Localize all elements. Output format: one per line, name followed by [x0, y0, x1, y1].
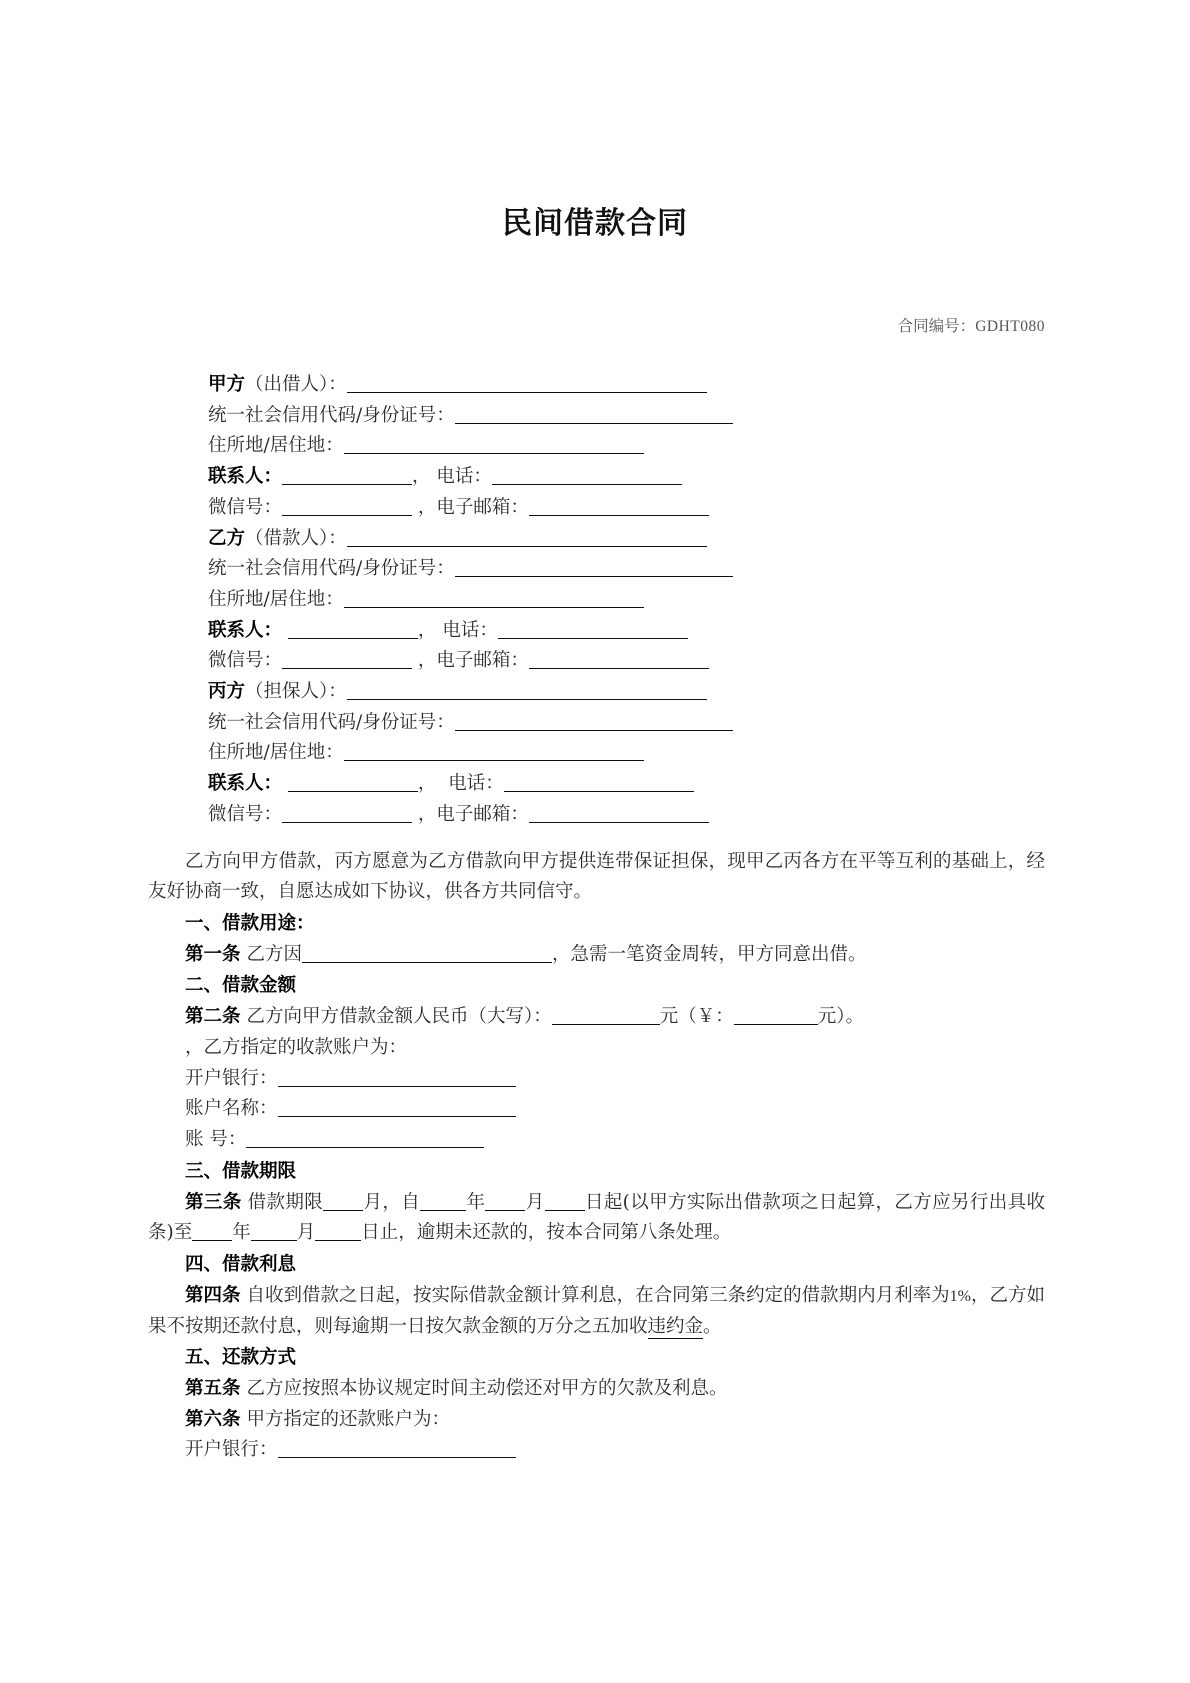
- start-month-field[interactable]: [485, 1195, 525, 1211]
- clause-2-number: 第二条: [185, 1006, 241, 1028]
- preamble-paragraph: 乙方向甲方借款，丙方愿意为乙方借款向甲方提供连带保证担保，现甲乙丙各方在平等互利的基础上，经友好协商一致，自愿达成如下协议，供各方共同信守。: [148, 850, 1045, 903]
- party-a-contact-line: [208, 462, 1045, 493]
- contract-number-label: 合同编号：: [897, 317, 976, 335]
- loan-term-months-field[interactable]: [323, 1195, 363, 1211]
- clause-2-text-before: 乙方向甲方借款金额人民币（大写）：: [246, 1006, 552, 1028]
- party-c-wechat-line: [208, 800, 1045, 831]
- party-b-phone-field[interactable]: [498, 623, 688, 639]
- party-b-name-line: [208, 524, 1045, 555]
- start-day-field[interactable]: [545, 1195, 585, 1211]
- payee-account-no-line: [148, 1125, 1045, 1156]
- payee-account-name-line: [148, 1094, 1045, 1125]
- party-b-contact-label: 联系人：: [208, 619, 283, 641]
- party-b-wechat-field[interactable]: [282, 653, 412, 669]
- clause-3-t7: 月: [296, 1222, 316, 1244]
- party-b-address-label: 住所地/居住地：: [208, 588, 344, 610]
- party-a-comma2: ，: [417, 496, 437, 518]
- party-c-wechat-label: 微信号：: [208, 803, 283, 825]
- loan-amount-words-field[interactable]: [552, 1009, 660, 1025]
- party-b-email-field[interactable]: [529, 653, 709, 669]
- party-c-contact-label: 联系人：: [208, 773, 283, 795]
- party-c-address-field[interactable]: [344, 745, 644, 761]
- clause-2-unit2: 元）。: [817, 1006, 865, 1028]
- clause-3-t3: 年: [466, 1191, 486, 1213]
- party-b-id-field[interactable]: [455, 561, 733, 577]
- clause-4-text-c: 。: [703, 1315, 722, 1337]
- party-a-contact-label: 联系人：: [208, 466, 283, 488]
- party-a-wechat-field[interactable]: [282, 500, 412, 516]
- party-a-label: 甲方: [208, 374, 246, 395]
- party-a-role: （出借人）：: [245, 374, 347, 395]
- clause-4: [148, 1281, 1045, 1342]
- monthly-interest-rate: 1%: [949, 1287, 971, 1305]
- party-b-address-line: [208, 585, 1045, 616]
- party-a-address-line: [208, 431, 1045, 462]
- payee-bank-line: [148, 1064, 1045, 1095]
- clause-3-number: 第三条: [185, 1191, 242, 1213]
- party-c-comma2: ，: [417, 803, 437, 825]
- section-1-heading: 一、借款用途：: [185, 912, 315, 934]
- party-b-id-label: 统一社会信用代码/身份证号：: [208, 558, 455, 580]
- party-c-id-line: [208, 708, 1045, 739]
- party-a-email-label: 电子邮箱：: [436, 496, 529, 518]
- party-c-id-label: 统一社会信用代码/身份证号：: [208, 711, 455, 733]
- party-c-phone-label: 电话：: [448, 773, 504, 795]
- clause-1-number: 第一条: [185, 943, 241, 965]
- section-2-heading: 二、借款金额: [185, 975, 297, 997]
- party-c-address-label: 住所地/居住地：: [208, 742, 344, 764]
- end-day-field[interactable]: [315, 1225, 361, 1241]
- end-month-field[interactable]: [251, 1225, 297, 1241]
- penalty-term: 违约金: [647, 1315, 704, 1337]
- payee-account-name-field[interactable]: [278, 1101, 516, 1117]
- party-b-wechat-line: [208, 646, 1045, 677]
- party-a-address-label: 住所地/居住地：: [208, 435, 344, 457]
- party-a-name-line: [208, 370, 1045, 401]
- clause-4-number: 第四条: [185, 1284, 241, 1306]
- section-3-heading: 三、借款期限: [185, 1160, 297, 1182]
- clause-6-text: 甲方指定的还款账户为：: [246, 1408, 451, 1430]
- party-a-id-line: [208, 401, 1045, 432]
- section-5-heading: 五、还款方式: [185, 1347, 297, 1369]
- payee-account-no-label: 账 号：: [185, 1129, 247, 1151]
- party-a-email-field[interactable]: [529, 500, 709, 516]
- repayment-bank-field[interactable]: [278, 1442, 516, 1458]
- clause-3-t8: 日止，逾期未还款的，按本合同第八条处理。: [361, 1222, 732, 1244]
- clause-2-unit1: 元（￥：: [659, 1006, 734, 1028]
- party-c-address-line: [208, 738, 1045, 769]
- clause-1: [148, 940, 1045, 971]
- party-a-contact-field[interactable]: [282, 469, 412, 485]
- contract-number: [0, 314, 1190, 336]
- section-4-heading: 四、借款利息: [185, 1254, 297, 1276]
- party-c-email-label: 电子邮箱：: [436, 803, 529, 825]
- repayment-bank-line: [148, 1435, 1045, 1466]
- clause-3-t5: 日起(以甲方实际出借款项之日起算，乙方应另行出具收条)至: [148, 1191, 1045, 1244]
- start-year-field[interactable]: [420, 1195, 466, 1211]
- clause-1-text-before: 乙方因: [246, 943, 303, 965]
- party-c-email-field[interactable]: [529, 807, 709, 823]
- party-b-email-label: 电子邮箱：: [436, 650, 529, 672]
- payee-bank-field[interactable]: [278, 1071, 516, 1087]
- party-a-address-field[interactable]: [344, 438, 644, 454]
- party-c-phone-field[interactable]: [504, 776, 694, 792]
- party-a-phone-label: 电话：: [436, 466, 492, 488]
- party-b-phone-label: 电话：: [442, 619, 498, 641]
- clause-3-t6: 年: [232, 1222, 251, 1244]
- party-c-name-line: [208, 677, 1045, 708]
- clause-5-text: 乙方应按照本协议规定时间主动偿还对甲方的欠款及利息。: [246, 1378, 728, 1400]
- party-a-id-field[interactable]: [455, 408, 733, 424]
- party-c-id-field[interactable]: [455, 715, 733, 731]
- clause-2: [148, 1002, 1045, 1033]
- loan-purpose-field[interactable]: [302, 947, 552, 963]
- payee-bank-label: 开户银行：: [185, 1067, 278, 1089]
- payee-account-no-field[interactable]: [246, 1132, 484, 1148]
- clause-6: [148, 1405, 1045, 1436]
- party-a-name-field[interactable]: [347, 377, 707, 393]
- party-c-label: 丙方: [208, 681, 246, 703]
- clause-6-number: 第六条: [185, 1408, 241, 1430]
- party-b-contact-line: [208, 616, 1045, 647]
- clause-4-text-a: 自收到借款之日起，按实际借款金额计算利息，在合同第三条约定的借款期内月利率为: [246, 1284, 950, 1306]
- party-b-contact-field[interactable]: [288, 623, 418, 639]
- clause-3-t2: 月，自: [363, 1191, 421, 1213]
- payee-account-name-label: 账户名称：: [185, 1098, 278, 1120]
- loan-amount-digits-field[interactable]: [734, 1009, 818, 1025]
- party-b-address-field[interactable]: [344, 592, 644, 608]
- party-b-name-field[interactable]: [347, 531, 707, 547]
- party-b-id-line: [208, 554, 1045, 585]
- payee-account-intro: ，乙方指定的收款账户为：: [185, 1036, 408, 1058]
- party-c-comma: ，: [417, 773, 437, 795]
- party-a-wechat-label: 微信号：: [208, 496, 283, 518]
- party-b-wechat-label: 微信号：: [208, 650, 283, 672]
- party-b-comma2: ，: [417, 650, 437, 672]
- party-b-role: （借款人）：: [245, 527, 347, 549]
- clause-3: [148, 1188, 1045, 1249]
- party-b-comma: ，: [417, 619, 437, 641]
- clause-1-text-after: ，急需一笔资金周转，甲方同意出借。: [552, 943, 867, 965]
- party-c-role: （担保人）：: [245, 681, 347, 703]
- clause-4-text-b: ，乙方如果不按期还款付息，则每逾期一日按欠款金额的万分之五加收: [148, 1284, 1045, 1337]
- contract-number-value: GDHT080: [975, 318, 1045, 335]
- party-a-phone-field[interactable]: [492, 469, 682, 485]
- page-title: 民间借款合同: [502, 206, 688, 241]
- clause-5: [148, 1374, 1045, 1405]
- party-a-wechat-line: [208, 493, 1045, 524]
- clause-5-number: 第五条: [185, 1378, 241, 1400]
- party-a-block: [148, 370, 1045, 831]
- party-b-label: 乙方: [208, 527, 246, 549]
- party-a-id-label: 统一社会信用代码/身份证号：: [208, 404, 455, 426]
- document-body: [0, 370, 1190, 1466]
- party-c-name-field[interactable]: [347, 684, 707, 700]
- party-c-contact-field[interactable]: [288, 776, 418, 792]
- clause-3-t4: 月: [525, 1191, 545, 1213]
- party-a-comma: ，: [412, 466, 431, 488]
- repayment-bank-label: 开户银行：: [185, 1439, 278, 1461]
- end-year-field[interactable]: [192, 1225, 232, 1241]
- clause-3-t1: 借款期限: [247, 1191, 324, 1213]
- party-c-wechat-field[interactable]: [282, 807, 412, 823]
- party-c-contact-line: [208, 769, 1045, 800]
